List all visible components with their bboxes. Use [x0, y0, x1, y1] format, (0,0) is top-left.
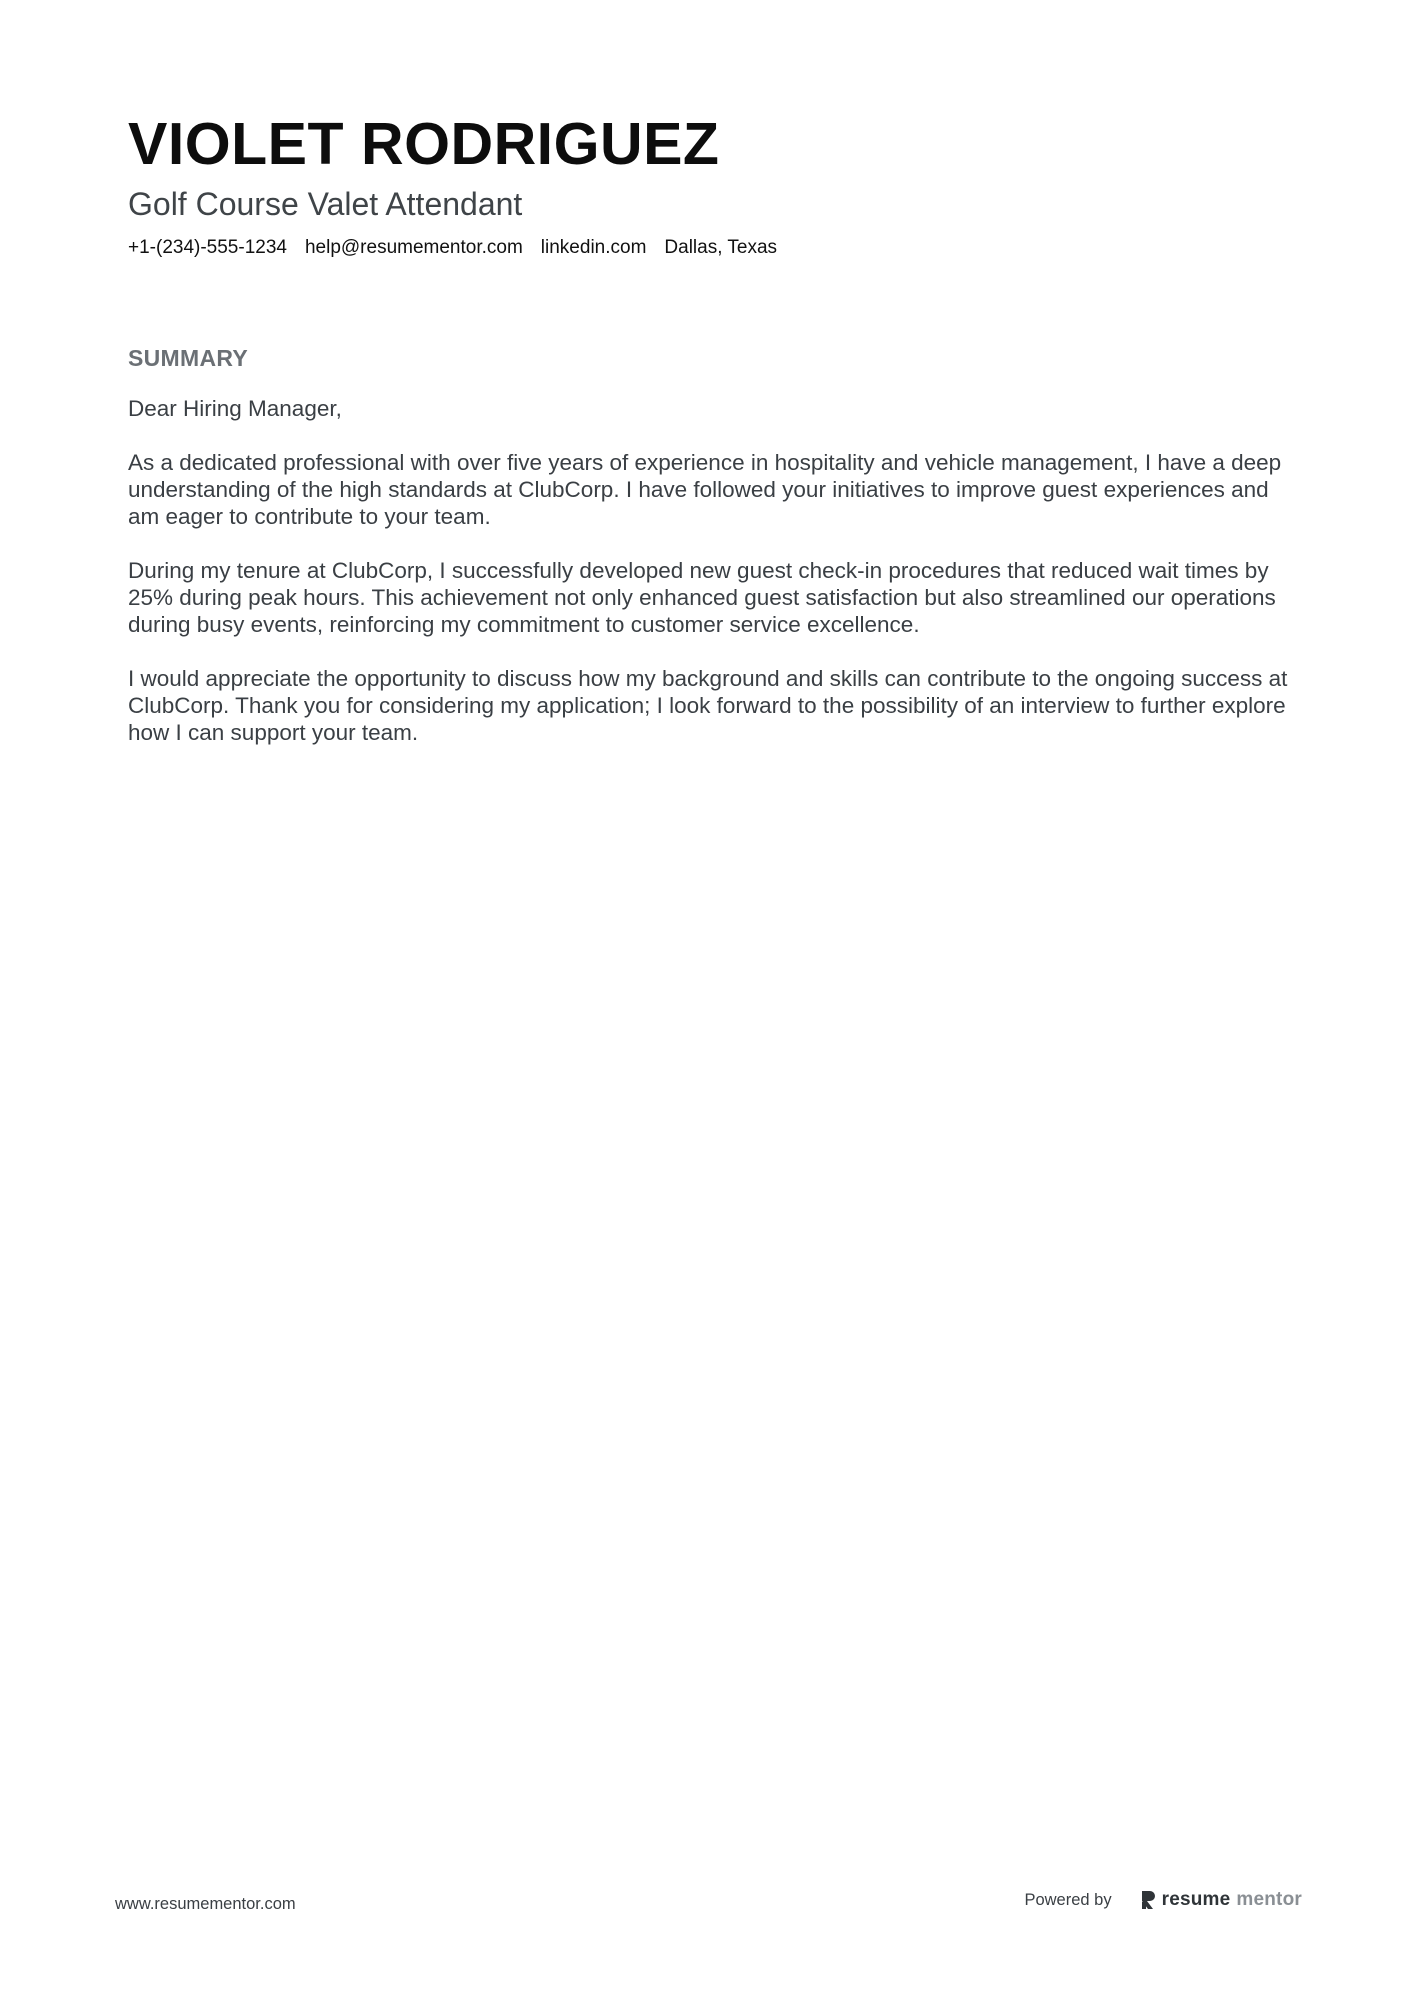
contact-linkedin[interactable]: linkedin.com — [540, 237, 647, 258]
summary-section — [128, 343, 1288, 773]
brand-name-part2: mentor — [1236, 1889, 1302, 1910]
contact-phone: +1-(234)-555-1234 — [128, 237, 287, 258]
brand-logo[interactable] — [1140, 1888, 1302, 1912]
letter-paragraph: During my tenure at ClubCorp, I successfully developed new guest check-in procedures that reduced wait times by 25% during peak hours. This achievement not only enhanced guest satisfaction but also streamlined our operations during busy events, reinforcing my commitment to customer service excellence. — [128, 558, 1276, 637]
section-heading-summary: SUMMARY — [128, 345, 249, 371]
brand-name-part1: resume — [1161, 1889, 1231, 1910]
footer-branding — [1024, 1888, 1302, 1912]
letter-paragraph: I would appreciate the opportunity to discuss how my background and skills can contribute to the ongoing success at ClubCorp. Thank you for considering my application; I look forward to the possibility of an interview to further explore how I can support your team. — [128, 666, 1288, 745]
powered-by-label: Powered by — [1024, 1891, 1112, 1909]
candidate-name: VIOLET RODRIGUEZ — [128, 111, 720, 177]
resumementor-logo-icon — [1140, 1890, 1156, 1910]
footer-website[interactable]: www.resumementor.com — [115, 1895, 296, 1913]
job-title: Golf Course Valet Attendant — [128, 186, 523, 222]
contact-info — [128, 236, 1288, 260]
letter-paragraph: As a dedicated professional with over five years of experience in hospitality and vehicle management, I have a deep understanding of the high standards at ClubCorp. I have followed your initiatives to improve guest experiences and am eager to contribute to your team. — [128, 450, 1282, 529]
header — [128, 108, 1288, 260]
salutation: Dear Hiring Manager, — [128, 396, 342, 421]
letter-body — [128, 395, 1288, 746]
contact-location: Dallas, Texas — [664, 237, 778, 258]
contact-email[interactable]: help@resumementor.com — [304, 237, 523, 258]
